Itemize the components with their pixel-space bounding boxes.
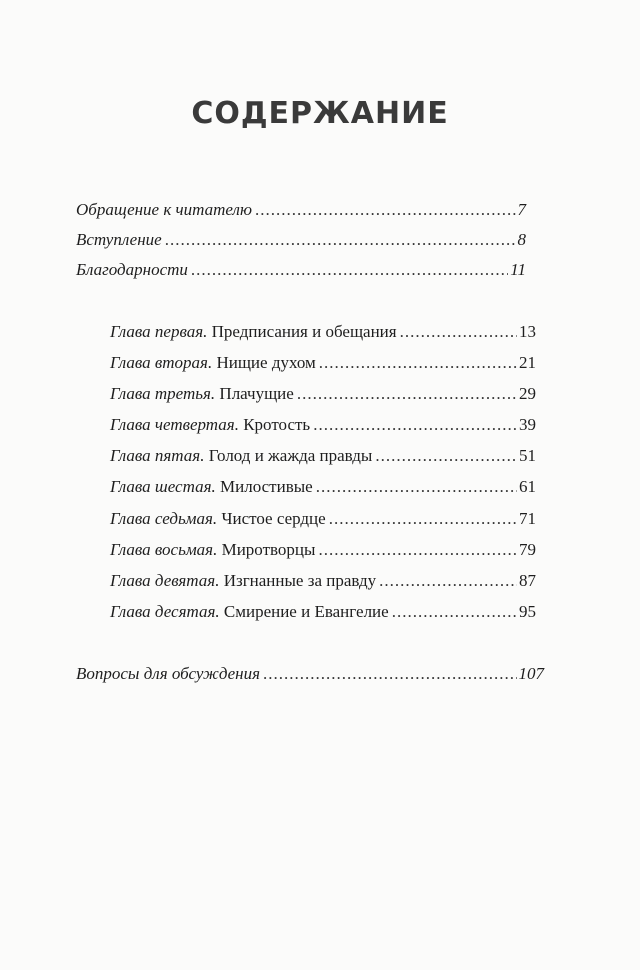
toc-entry-chapter-4 — [110, 415, 536, 435]
toc-entry-page: 71 — [519, 509, 536, 528]
dot-leader — [319, 353, 517, 373]
dot-leader — [165, 230, 516, 250]
chapter-title: Смирение и Евангелие — [223, 602, 389, 621]
dot-leader — [263, 664, 516, 684]
chapter-title: Изгнанные за правду — [223, 571, 377, 590]
toc-entry-label: Благодарности — [76, 260, 188, 279]
toc-entry-introduction — [76, 230, 526, 250]
toc-entry-page: 39 — [519, 415, 536, 434]
chapter-prefix: Глава десятая. — [110, 602, 220, 621]
chapter-prefix: Глава пятая. — [110, 446, 205, 465]
dot-leader — [400, 322, 517, 342]
toc-entry-page: 95 — [519, 602, 536, 621]
chapter-prefix: Глава девятая. — [110, 571, 220, 590]
dot-leader — [379, 571, 517, 591]
chapter-title: Чистое сердце — [221, 509, 326, 528]
chapter-prefix: Глава шестая. — [110, 477, 216, 496]
dot-leader — [255, 200, 516, 220]
toc-entry-chapter-8 — [110, 540, 536, 560]
toc-entry-chapter-6 — [110, 477, 536, 497]
chapter-prefix: Глава седьмая. — [110, 509, 218, 528]
toc-entry-page: 51 — [519, 446, 536, 465]
chapter-title: Плачущие — [219, 384, 294, 403]
toc-entry-page: 8 — [517, 230, 526, 249]
toc-entry-page: 13 — [519, 322, 536, 341]
dot-leader — [191, 260, 508, 280]
chapter-prefix: Глава вторая. — [110, 353, 213, 372]
chapter-prefix: Глава первая. — [110, 322, 208, 341]
toc-entry-page: 29 — [519, 384, 536, 403]
toc-entry-page: 61 — [519, 477, 536, 496]
toc-entry-chapter-9 — [110, 571, 536, 591]
toc-entry-label: Вступление — [76, 230, 162, 249]
dot-leader — [329, 509, 517, 529]
toc-entry-chapter-5 — [110, 446, 536, 466]
chapter-prefix: Глава восьмая. — [110, 540, 218, 559]
toc-entry-label: Обращение к читателю — [76, 200, 252, 219]
toc-entry-page: 107 — [518, 664, 544, 683]
toc-entry-chapter-3 — [110, 384, 536, 404]
toc-entry-page: 11 — [510, 260, 526, 279]
toc-entry-chapter-7 — [110, 509, 536, 529]
dot-leader — [316, 477, 517, 497]
chapter-title: Голод и жажда правды — [208, 446, 373, 465]
dot-leader — [392, 602, 517, 622]
toc-entry-chapter-1 — [110, 322, 536, 342]
chapter-title: Кротость — [243, 415, 311, 434]
toc-entry-chapter-10 — [110, 602, 536, 622]
toc-entry-page: 7 — [517, 200, 526, 219]
chapter-title: Милостивые — [220, 477, 313, 496]
chapter-prefix: Глава четвертая. — [110, 415, 239, 434]
dot-leader — [297, 384, 517, 404]
chapter-title: Миротворцы — [221, 540, 316, 559]
dot-leader — [375, 446, 517, 466]
page-title: СОДЕРЖАНИЕ — [191, 96, 449, 131]
chapter-prefix: Глава третья. — [110, 384, 216, 403]
toc-entry-reader-address — [76, 200, 526, 220]
toc-entry-page: 79 — [519, 540, 536, 559]
toc-entry-page: 87 — [519, 571, 536, 590]
toc-entry-label: Вопросы для обсуждения — [76, 664, 261, 683]
toc-entry-discussion-questions — [76, 664, 544, 684]
chapter-title: Предписания и обещания — [211, 322, 397, 341]
toc-entry-page: 21 — [519, 353, 536, 372]
dot-leader — [313, 415, 517, 435]
dot-leader — [318, 540, 517, 560]
chapter-title: Нищие духом — [216, 353, 316, 372]
toc-entry-chapter-2 — [110, 353, 536, 373]
toc-entry-acknowledgements — [76, 260, 526, 280]
